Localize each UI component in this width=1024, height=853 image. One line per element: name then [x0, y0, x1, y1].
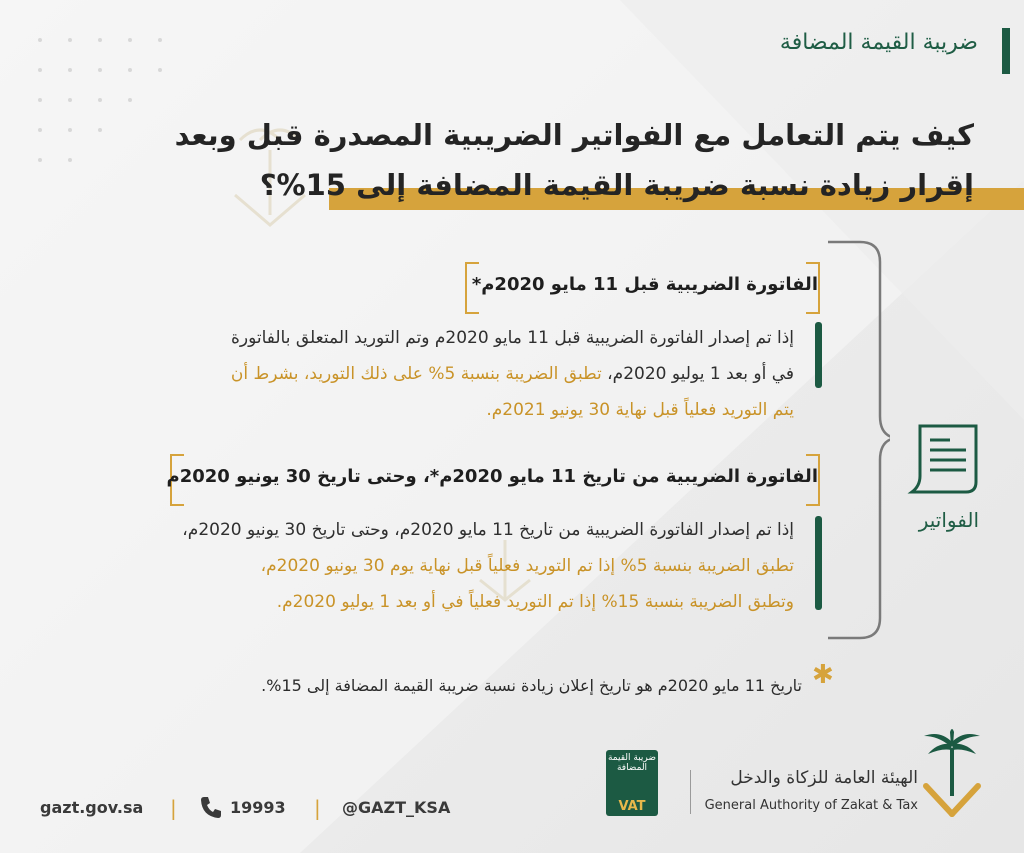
footer-separator-1: |: [170, 796, 177, 820]
section-2-heading: الفاتورة الضريبية من تاريخ 11 مايو 2020م*، وحتى تاريخ 30 يونيو 2020م: [166, 466, 818, 487]
section-2-line-1: إذا تم إصدار الفاتورة الضريبية من تاريخ 11 مايو 2020م، وحتى تاريخ 30 يونيو 2020م،: [182, 520, 794, 540]
section-2-accent-bar: [815, 516, 822, 610]
footnote: تاريخ 11 مايو 2020م هو تاريخ إعلان زيادة نسبة ضريبة القيمة المضافة إلى 15%.: [261, 676, 802, 695]
section-2-line-3: وتطبق الضريبة بنسبة 15% إذا تم التوريد فعلياً في أو بعد 1 يوليو 2020م.: [276, 592, 794, 612]
authority-name-arabic: الهيئة العامة للزكاة والدخل: [730, 768, 918, 788]
phone-icon: [198, 794, 224, 820]
phone-number[interactable]: 19993: [230, 798, 286, 817]
topic-accent-bar: [1002, 28, 1010, 74]
section-1-accent-bar: [815, 322, 822, 388]
section-1-line-1: إذا تم إصدار الفاتورة الضريبية قبل 11 مايو 2020م وتم التوريد المتعلق بالفاتورة: [230, 328, 794, 348]
section-1-line-2: [231, 356, 794, 393]
section-2-line-2: تطبق الضريبة بنسبة 5% إذا تم التوريد فعلياً قبل نهاية يوم 30 يونيو 2020م،: [260, 556, 794, 576]
topic-label: ضريبة القيمة المضافة: [779, 30, 978, 55]
authority-name-english: General Authority of Zakat & Tax: [704, 798, 918, 813]
website-link[interactable]: gazt.gov.sa: [40, 798, 144, 817]
section-1-heading: الفاتورة الضريبية قبل 11 مايو 2020م*: [471, 274, 818, 295]
page-title-line-2: إقرار زيادة نسبة ضريبة القيمة المضافة إلى 15%؟: [259, 168, 974, 202]
vat-logo-arabic: ضريبة القيمة المضافة: [607, 753, 657, 773]
page-title-line-1: كيف يتم التعامل مع الفواتير الضريبية المصدرة قبل وبعد: [174, 118, 974, 152]
social-handle[interactable]: @GAZT_KSA: [342, 798, 451, 817]
section-1-line-2-gold: تطبق الضريبة بنسبة 5% على ذلك التوريد، بشرط أن: [230, 364, 602, 384]
asterisk-icon: ✱: [812, 660, 834, 690]
footer-separator-2: |: [314, 796, 321, 820]
vat-logo: [606, 750, 658, 816]
invoice-document-icon: [906, 420, 982, 500]
logo-divider: [690, 770, 691, 814]
section-1-line-2-dark: في أو بعد 1 يوليو 2020م،: [601, 364, 794, 384]
section-1-line-3: يتم التوريد فعلياً قبل نهاية 30 يونيو 2021م.: [486, 400, 794, 420]
curly-brace: [820, 238, 890, 643]
gazt-palm-logo-icon: [916, 728, 988, 820]
invoices-label: الفواتير: [918, 508, 979, 532]
vat-logo-english: VAT: [618, 799, 646, 814]
